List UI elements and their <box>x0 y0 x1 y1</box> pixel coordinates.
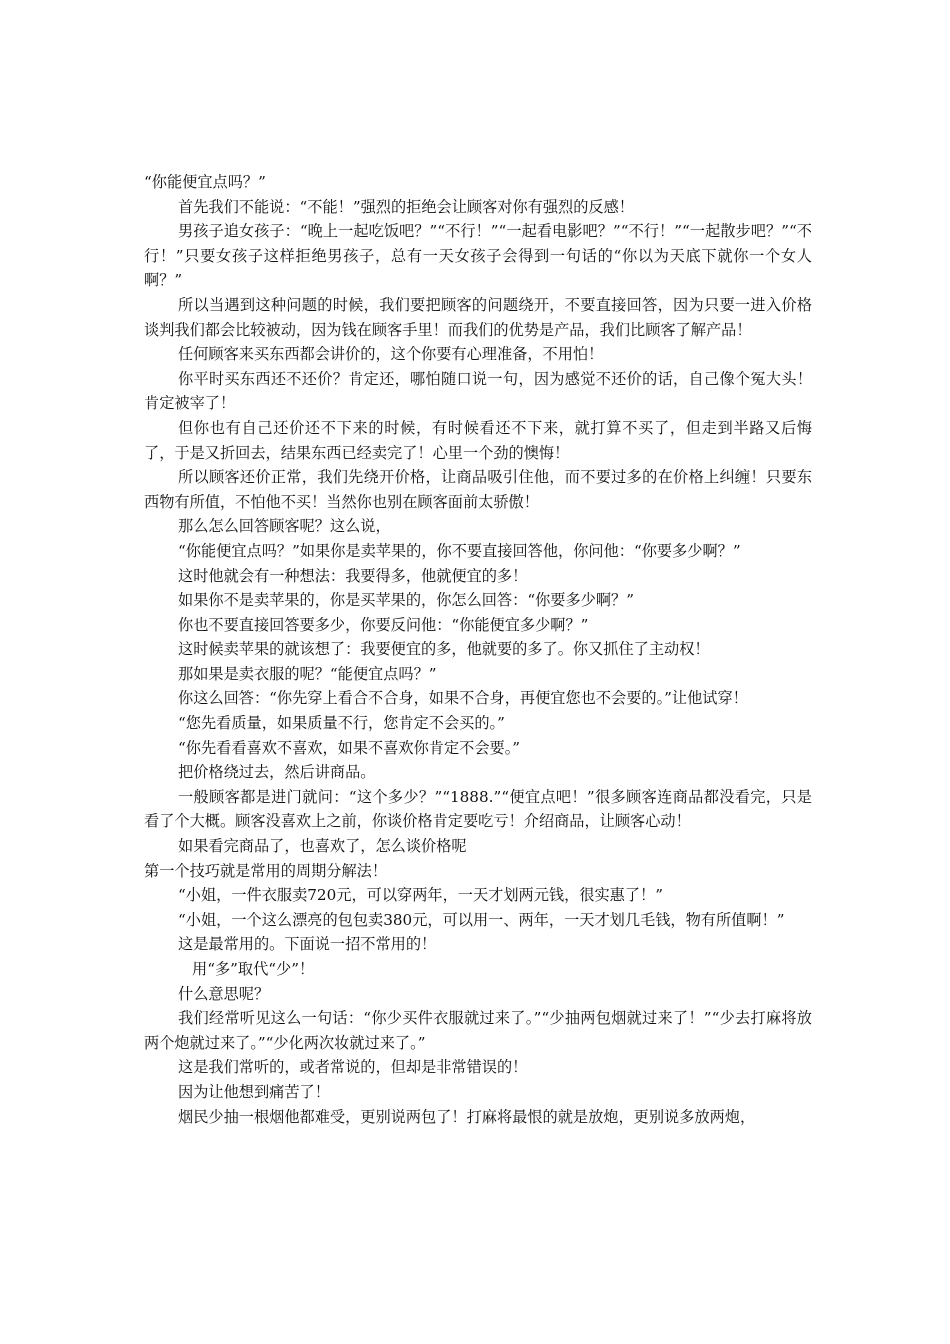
paragraph-14: 这时候卖苹果的就该想了：我要便宜的多，他就要的多了。你又抓住了主动权！ <box>178 640 710 659</box>
paragraph-23: “小姐，一件衣服卖720元，可以穿两年，一天才划两元钱，很实惠了！” <box>178 886 663 905</box>
paragraph-16: 你这么回答：“你先穿上看合不合身，如果不合身，再便宜您也不会要的。”让他试穿！ <box>178 689 748 708</box>
paragraph-30: 因为让他想到痛苦了！ <box>178 1082 330 1101</box>
paragraph-26: 用“多”取代“少”！ <box>192 960 315 978</box>
paragraph-5: 任何顾客来买东西都会讲价的，这个你要有心理准备，不用怕！ <box>178 345 604 364</box>
document-page <box>144 170 812 1129</box>
paragraph-2: 首先我们不能说：“不能！”强烈的拒绝会让顾客对你有强烈的反感！ <box>178 197 634 216</box>
paragraph-21: 如果看完商品了，也喜欢了，怎么谈价格呢 <box>178 837 467 856</box>
paragraph-19: 把价格绕过去，然后讲商品。 <box>178 763 376 782</box>
paragraph-20: 一般顾客都是进门就问：“这个多少？”“1888.”“便宜点吧！”很多顾客连商品都没看完，只是看了个大概。顾客没喜欢上之前，你谈价格肯定要吃亏！介绍商品，让顾客心动！ <box>144 787 812 831</box>
paragraph-18: “你先看看喜欢不喜欢，如果不喜欢你肯定不会要。” <box>178 738 521 757</box>
paragraph-31: 烟民少抽一根烟他都难受，更别说两包了！打麻将最恨的就是放炮，更别说多放两炮， <box>178 1107 756 1126</box>
paragraph-22: 第一个技巧就是常用的周期分解法！ <box>144 861 387 880</box>
paragraph-6: 你平时买东西还不还价？肯定还，哪怕随口说一句，因为感觉不还价的话，自己像个冤大头！肯定被宰了！ <box>144 369 812 413</box>
paragraph-1: “你能便宜点吗？” <box>144 173 266 191</box>
paragraph-8: 所以顾客还价正常，我们先绕开价格，让商品吸引住他，而不要过多的在价格上纠缠！只要东西物有所值，不怕他不买！当然你也别在顾客面前太骄傲！ <box>144 468 812 511</box>
paragraph-17: “您先看质量，如果质量不行，您肯定不会买的。” <box>178 714 505 733</box>
paragraph-15: 那如果是卖衣服的呢？“能便宜点吗？” <box>178 664 437 683</box>
paragraph-9: 那么怎么回答顾客呢？这么说， <box>178 517 391 536</box>
paragraph-27: 什么意思呢？ <box>178 984 270 1003</box>
paragraph-13: 你也不要直接回答要多少，你要反问他：“你能便宜多少啊？” <box>178 615 589 634</box>
paragraph-7: 但你也有自己还价还不下来的时候，有时候看还不下来，就打算不买了，但走到半路又后悔了，于是又折回去，结果东西已经卖完了！心里一个劲的懊悔！ <box>144 418 812 462</box>
paragraph-12: 如果你不是卖苹果的，你是买苹果的，你怎么回答：“你要多少啊？” <box>178 591 634 610</box>
paragraph-29: 这是我们常听的，或者常说的，但却是非常错误的！ <box>178 1058 528 1077</box>
paragraph-24: “小姐，一个这么漂亮的包包卖380元，可以用一、两年，一天才划几毛钱，物有所值啊！” <box>178 910 785 929</box>
paragraph-25: 这是最常用的。下面说一招不常用的！ <box>178 935 437 954</box>
paragraph-28: 我们经常听见这么一句话：“你少买件衣服就过来了。”“少抽两包烟就过来了！”“少去打麻将放两个炮就过来了。”“少化两次妆就过来了。” <box>144 1009 812 1052</box>
paragraph-4: 所以当遇到这种问题的时候，我们要把顾客的问题绕开，不要直接回答，因为只要一进入价格谈判我们都会比较被动，因为钱在顾客手里！而我们的优势是产品，我们比顾客了解产品！ <box>144 295 812 339</box>
paragraph-10: “你能便宜点吗？”如果你是卖苹果的，你不要直接回答他，你问他：“你要多少啊？” <box>178 541 741 560</box>
paragraph-11: 这时他就会有一种想法：我要得多，他就便宜的多！ <box>178 566 528 585</box>
paragraph-3: 男孩子追女孩子：“晚上一起吃饭吧？”“不行！”“一起看电影吧？”“不行！”“一起散步吧？”“不行！”只要女孩子这样拒绝男孩子，总有一天女孩子会得到一句话的“你以为天底下就你一个女人啊？” <box>144 222 812 290</box>
